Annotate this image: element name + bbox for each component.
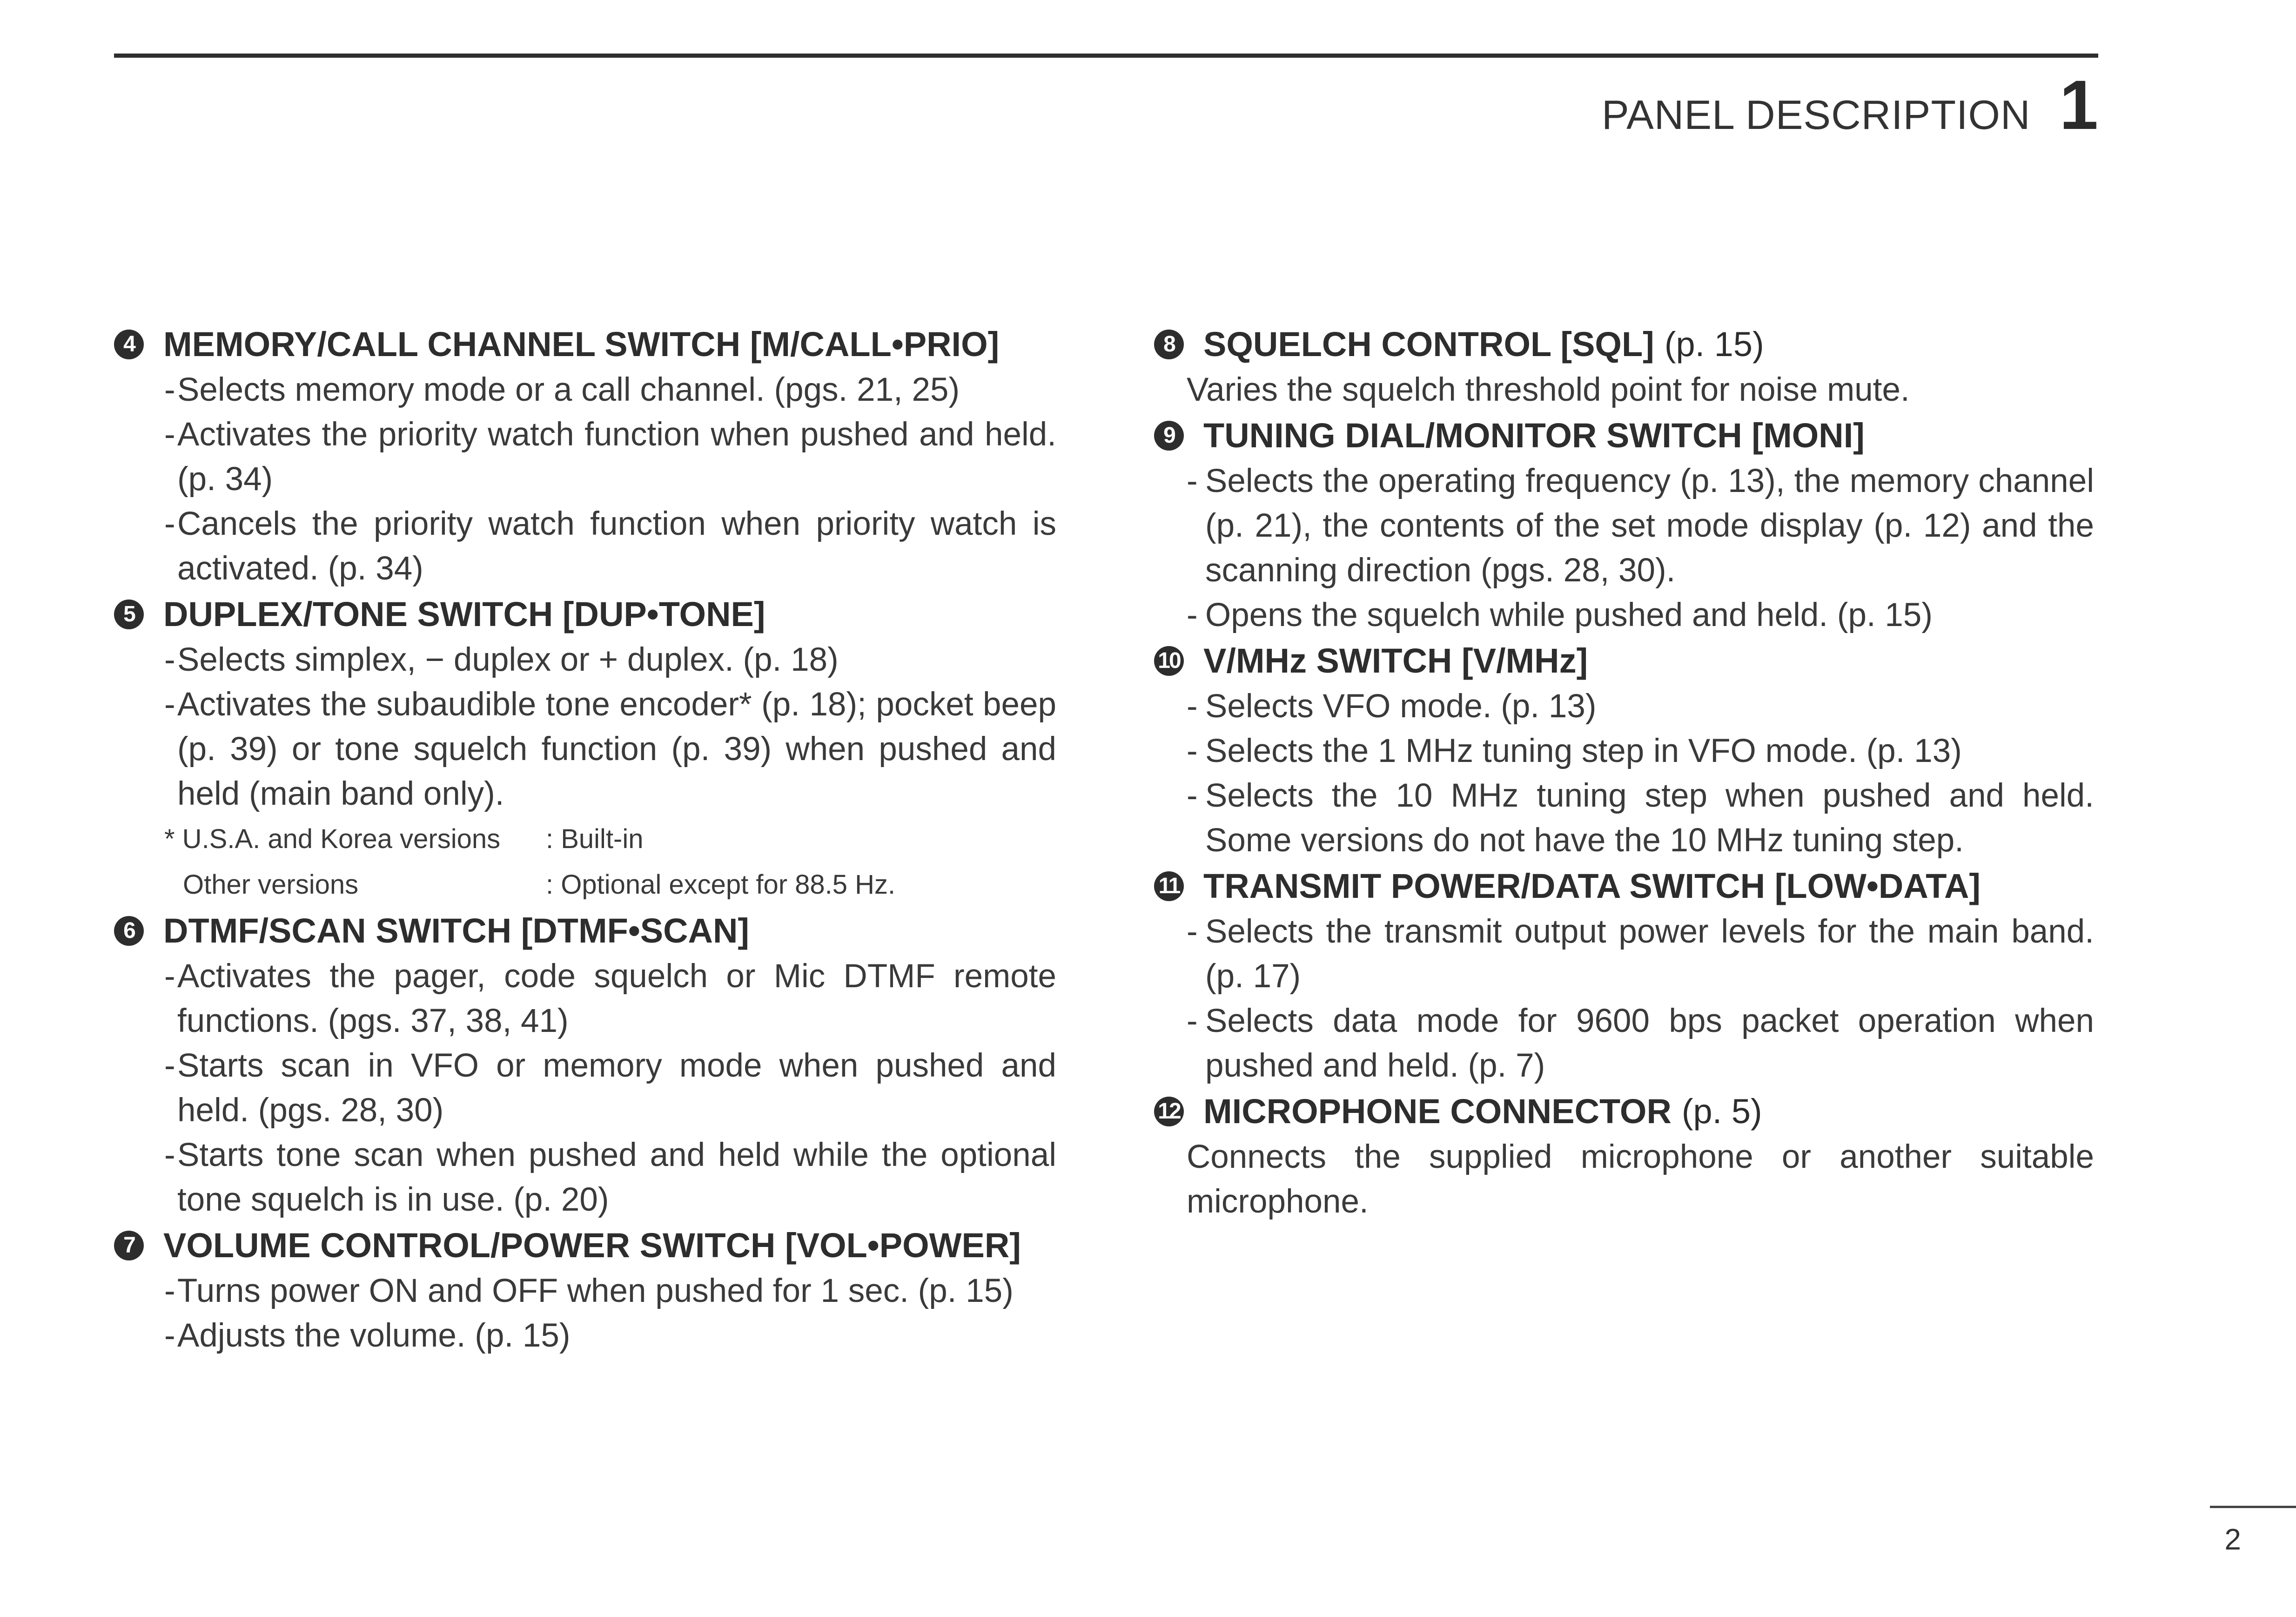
bullet-item: - Starts tone scan when pushed and held while the optional tone squelch is in use. (p. 20): [114, 1133, 1056, 1222]
item-heading: [1154, 863, 2094, 910]
item-title: VOLUME CONTROL/POWER SWITCH [VOL•POWER]: [163, 1226, 1021, 1265]
item-number-badge: 11: [1154, 871, 1184, 901]
bullet-item: - Starts scan in VFO or memory mode when pushed and held. (pgs. 28, 30): [114, 1044, 1056, 1133]
note-value: : Built-in: [546, 824, 644, 854]
item-tuning-dial: [1154, 412, 2094, 638]
item-heading: [114, 591, 1056, 638]
item-title: TUNING DIAL/MONITOR SWITCH [MONI]: [1203, 416, 1865, 455]
item-title: MEMORY/CALL CHANNEL SWITCH [M/CALL•PRIO]: [163, 325, 1000, 364]
item-memory-call-switch: [114, 321, 1056, 591]
item-heading: [114, 321, 1056, 368]
page-header: [1601, 66, 2098, 144]
left-column: [114, 321, 1056, 1358]
item-volume-power-switch: [114, 1222, 1056, 1358]
bullet-item: - Selects the 1 MHz tuning step in VFO mode. (p. 13): [1154, 729, 2094, 774]
bullet-item: - Selects the transmit output power levels for the main band. (p. 17): [1154, 910, 2094, 999]
item-heading: [1154, 412, 2094, 459]
item-title: DTMF/SCAN SWITCH [DTMF•SCAN]: [163, 911, 750, 950]
bullet-item: - Opens the squelch while pushed and held. (p. 15): [1154, 593, 2094, 638]
bullet-item: - Activates the priority watch function when pushed and held. (p. 34): [114, 412, 1056, 502]
item-number-badge: 4: [114, 330, 144, 359]
bullet-item: - Turns power ON and OFF when pushed for 1 sec. (p. 15): [114, 1269, 1056, 1314]
section-title: PANEL DESCRIPTION: [1601, 92, 2031, 138]
item-heading: [1154, 321, 2094, 368]
item-title: MICROPHONE CONNECTOR: [1203, 1092, 1672, 1131]
right-column: [1154, 321, 2094, 1224]
page-reference: (p. 15): [1664, 325, 1764, 364]
item-number-badge: 9: [1154, 421, 1184, 451]
version-note: [114, 862, 1056, 908]
bullet-item: - Activates the subaudible tone encoder* (p. 18); pocket beep (p. 39) or tone squelch function (p. 39) when pushed and held (main band only).: [114, 682, 1056, 816]
item-duplex-tone-switch: [114, 591, 1056, 908]
item-vmhz-switch: [1154, 638, 2094, 863]
item-dtmf-scan-switch: [114, 908, 1056, 1222]
item-title: TRANSMIT POWER/DATA SWITCH [LOW•DATA]: [1203, 867, 1981, 905]
bullet-item: - Selects data mode for 9600 bps packet operation when pushed and held. (p. 7): [1154, 999, 2094, 1088]
bullet-item: - Selects the 10 MHz tuning step when pushed and held. Some versions do not have the 10 MHz tuning step.: [1154, 774, 2094, 863]
bullet-item: - Selects the operating frequency (p. 13), the memory channel (p. 21), the contents of the set mode display (p. 12) and the scanning direction (pgs. 28, 30).: [1154, 459, 2094, 593]
item-heading: [114, 1222, 1056, 1269]
version-note: [114, 816, 1056, 862]
item-number-badge: 7: [114, 1231, 144, 1260]
item-number-badge: 8: [1154, 330, 1184, 359]
bullet-item: - Selects VFO mode. (p. 13): [1154, 684, 2094, 729]
note-label: Other versions: [183, 869, 359, 900]
item-number-badge: 5: [114, 600, 144, 629]
item-title: V/MHz SWITCH [V/MHz]: [1203, 641, 1588, 680]
item-squelch-control: [1154, 321, 2094, 412]
bullet-item: - Selects simplex, − duplex or + duplex. (p. 18): [114, 638, 1056, 682]
item-description: Connects the supplied microphone or another suitable microphone.: [1187, 1139, 2094, 1220]
bullet-item: - Selects memory mode or a call channel. (pgs. 21, 25): [114, 368, 1056, 412]
item-microphone-connector: [1154, 1088, 2094, 1224]
page-number: 2: [2224, 1523, 2241, 1556]
item-heading: [1154, 638, 2094, 684]
item-heading: [1154, 1088, 2094, 1135]
page-number-rule: [2210, 1506, 2296, 1508]
item-number-badge: 12: [1154, 1097, 1184, 1126]
item-title: DUPLEX/TONE SWITCH [DUP•TONE]: [163, 595, 765, 633]
bullet-item: - Adjusts the volume. (p. 15): [114, 1314, 1056, 1358]
item-transmit-power-switch: [1154, 863, 2094, 1088]
page-reference: (p. 5): [1681, 1092, 1762, 1131]
bullet-item: - Cancels the priority watch function when priority watch is activated. (p. 34): [114, 502, 1056, 591]
note-label: * U.S.A. and Korea versions: [164, 824, 501, 854]
bullet-item: - Activates the pager, code squelch or Mic DTMF remote functions. (pgs. 37, 38, 41): [114, 954, 1056, 1044]
item-number-badge: 6: [114, 916, 144, 946]
item-title: SQUELCH CONTROL [SQL]: [1203, 325, 1654, 364]
item-heading: [114, 908, 1056, 954]
top-rule: [114, 54, 2098, 58]
note-value: : Optional except for 88.5 Hz.: [546, 869, 896, 900]
chapter-number: 1: [2059, 66, 2098, 144]
item-number-badge: 10: [1154, 646, 1184, 676]
item-description: Varies the squelch threshold point for noise mute.: [1187, 371, 1910, 408]
